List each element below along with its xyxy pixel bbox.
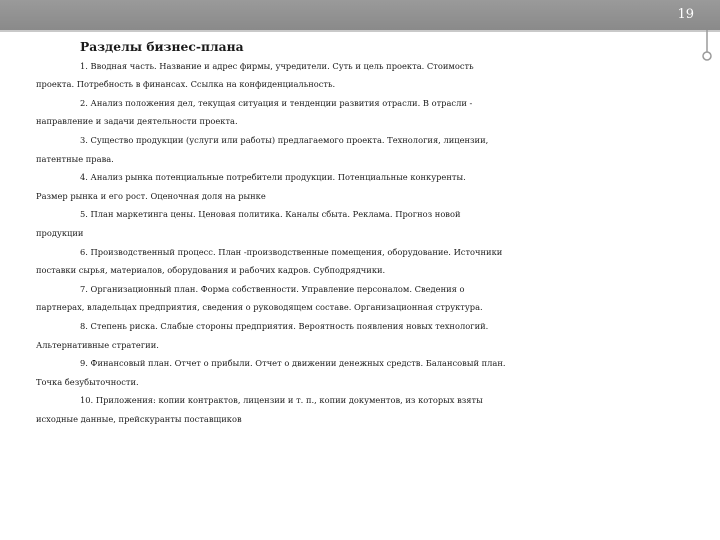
section-line: продукции (36, 227, 84, 238)
section-line: направление и задачи деятельности проекта. (36, 116, 238, 127)
slide-heading: Разделы бизнес-плана (80, 39, 244, 54)
slide-content (36, 38, 720, 428)
section-line: партнерах, владельцах предприятия, сведения о руководящем составе. Организационная структура. (36, 302, 483, 313)
section-item (36, 94, 720, 131)
section-line: 2. Анализ положения дел, текущая ситуация и тенденции развития отрасли. В отрасли - (80, 97, 473, 108)
section-line: 6. Производственный процесс. План -производственные помещения, оборудование. Источники (80, 246, 503, 257)
section-line: 1. Вводная часть. Название и адрес фирмы, учредители. Суть и цель проекта. Стоимость (80, 60, 474, 71)
section-line: 4. Анализ рынка потенциальные потребители продукции. Потенциальные конкуренты. (80, 172, 466, 183)
section-item (36, 354, 720, 391)
header-bar (0, 0, 720, 30)
section-item (36, 168, 720, 205)
section-line: патентные права. (36, 153, 114, 164)
section-line: 10. Приложения: копии контрактов, лицензии и т. п., копии документов, из которых взяты (80, 395, 483, 406)
section-item (36, 243, 720, 280)
section-line: исходные данные, прейскуранты поставщиков (36, 413, 242, 424)
section-line: поставки сырья, материалов, оборудования и рабочих кадров. Субподрядчики. (36, 265, 386, 276)
section-item (36, 391, 720, 428)
section-item (36, 131, 720, 168)
section-line: 5. План маркетинга цены. Ценовая политика. Каналы сбыта. Реклама. Прогноз новой (80, 209, 461, 220)
section-line: Точка безубыточности. (36, 376, 139, 387)
section-item (36, 317, 720, 354)
section-line: 8. Степень риска. Слабые стороны предприятия. Вероятность появления новых технологий. (80, 320, 489, 331)
header-divider (0, 30, 720, 32)
section-line: 3. Существо продукции (услуги или работы) предлагаемого проекта. Технология, лицензии, (80, 134, 489, 145)
section-line: Размер рынка и его рост. Оценочная доля на рынке (36, 190, 266, 201)
section-item (36, 205, 720, 242)
section-line: 9. Финансовый план. Отчет о прибыли. Отчет о движении денежных средств. Балансовый план. (80, 358, 506, 369)
section-line: Альтернативные стратегии. (36, 339, 159, 350)
section-item (36, 280, 720, 317)
page-number: 19 (677, 7, 694, 22)
section-item (36, 57, 720, 94)
section-line: 7. Организационный план. Форма собственности. Управление персоналом. Сведения о (80, 283, 465, 294)
section-line: проекта. Потребность в финансах. Ссылка на конфиденциальность. (36, 79, 336, 90)
